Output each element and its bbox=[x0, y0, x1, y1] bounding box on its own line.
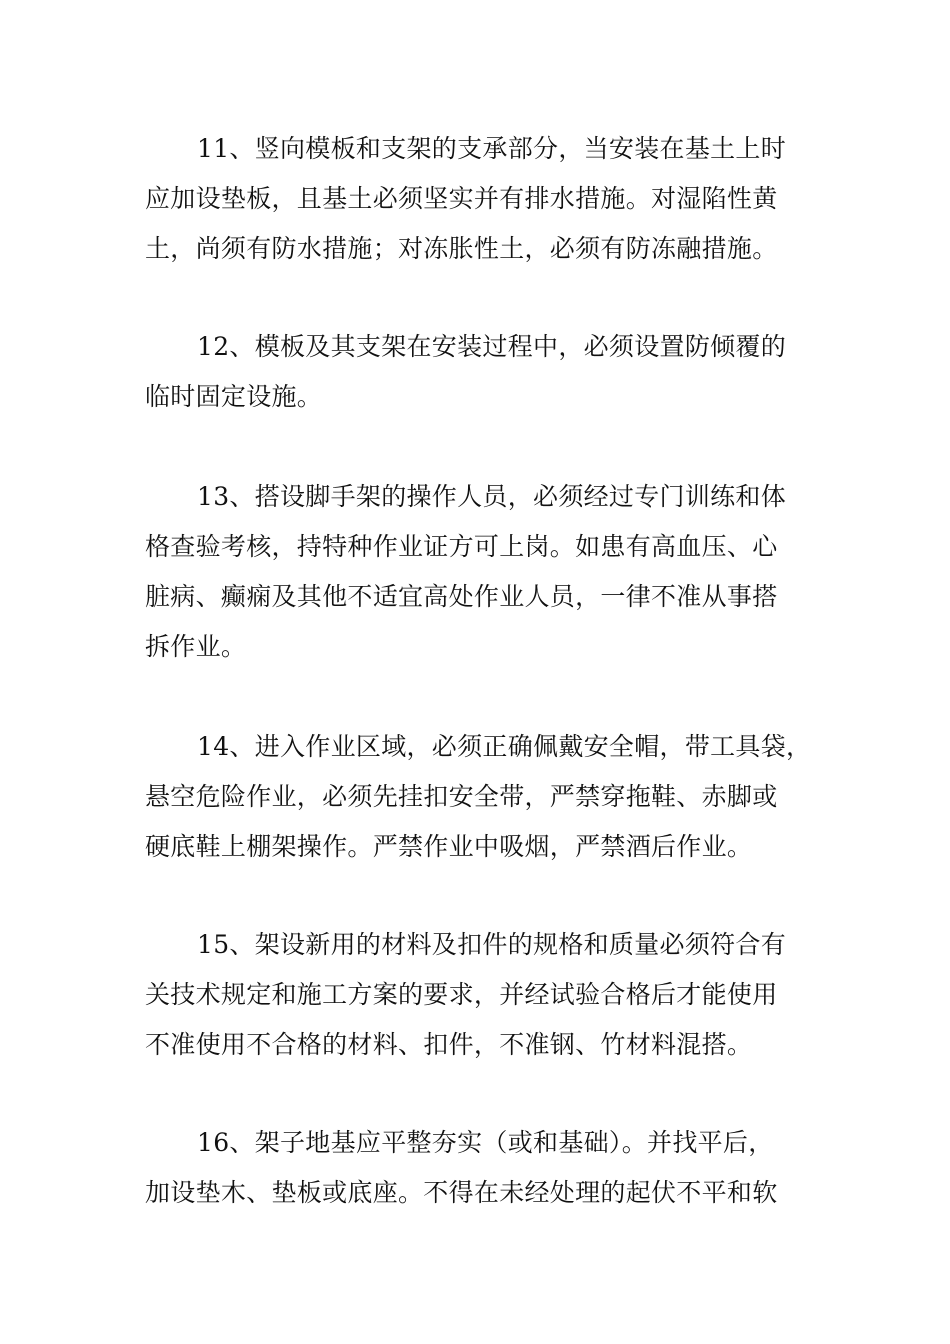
paragraph-11 bbox=[145, 124, 817, 274]
text-line: 悬空危险作业，必须先挂扣安全带，严禁穿拖鞋、赤脚或 bbox=[145, 782, 778, 811]
text-line: 13、搭设脚手架的操作人员，必须经过专门训练和体 bbox=[197, 482, 787, 511]
paragraph-15 bbox=[145, 920, 817, 1070]
paragraph-13 bbox=[145, 472, 817, 672]
text-line: 15、架设新用的材料及扣件的规格和质量必须符合有 bbox=[197, 930, 787, 959]
paragraph-12 bbox=[145, 322, 817, 422]
text-line: 土，尚须有防水措施；对冻胀性土，必须有防冻融措施。 bbox=[145, 234, 778, 263]
text-line: 格查验考核，持特种作业证方可上岗。如患有高血压、心 bbox=[145, 532, 778, 561]
text-line: 关技术规定和施工方案的要求，并经试验合格后才能使用 bbox=[145, 980, 778, 1009]
paragraph-16 bbox=[145, 1118, 817, 1218]
text-line: 14、进入作业区域，必须正确佩戴安全帽，带工具袋， bbox=[197, 732, 812, 761]
text-line: 拆作业。 bbox=[145, 632, 247, 661]
text-line: 应加设垫板，且基土必须坚实并有排水措施。对湿陷性黄 bbox=[145, 184, 778, 213]
text-line: 12、模板及其支架在安装过程中，必须设置防倾覆的 bbox=[197, 332, 787, 361]
text-line: 16、架子地基应平整夯实（或和基础）。并找平后， bbox=[197, 1128, 774, 1157]
text-line: 脏病、癫痫及其他不适宜高处作业人员，一律不准从事搭 bbox=[145, 582, 778, 611]
text-line: 临时固定设施。 bbox=[145, 382, 323, 411]
text-line: 11、竖向模板和支架的支承部分，当安装在基土上时 bbox=[197, 134, 787, 163]
text-line: 硬底鞋上棚架操作。严禁作业中吸烟，严禁酒后作业。 bbox=[145, 832, 753, 861]
text-line: 加设垫木、垫板或底座。不得在未经处理的起伏不平和软 bbox=[145, 1178, 778, 1207]
text-line: 不准使用不合格的材料、扣件，不准钢、竹材料混搭。 bbox=[145, 1030, 753, 1059]
paragraph-14 bbox=[145, 722, 817, 872]
